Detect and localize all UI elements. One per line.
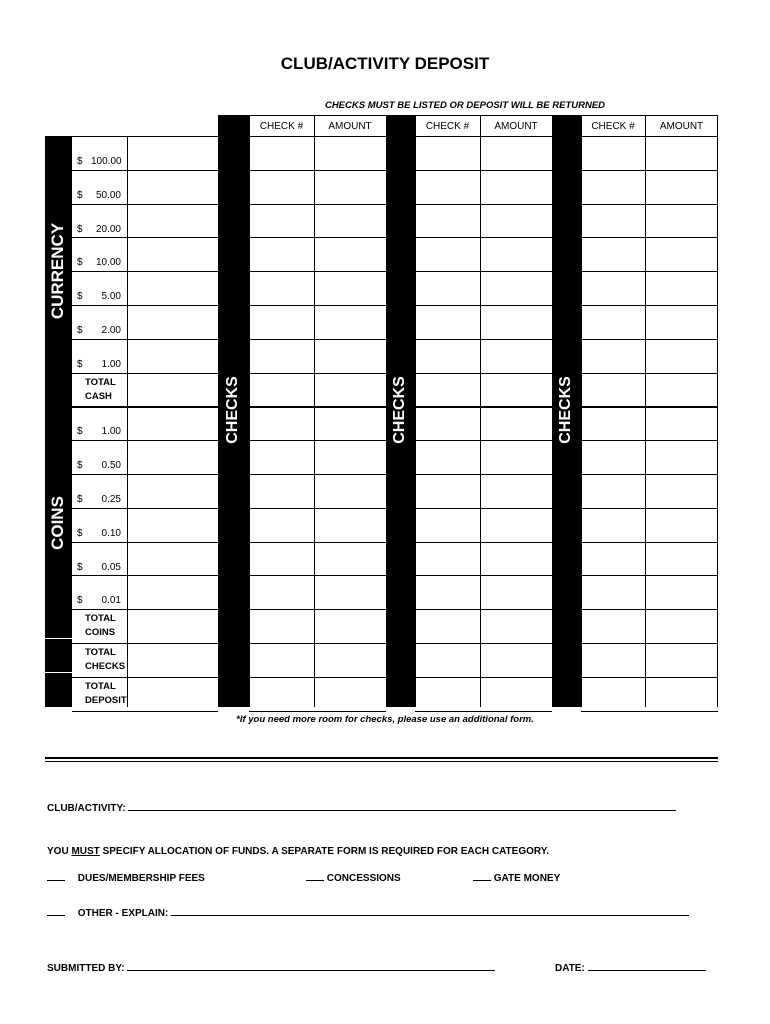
grid-row-line (581, 136, 718, 137)
grid-row-line (72, 406, 218, 408)
grid-row-line (72, 204, 218, 205)
grid-row-line (581, 643, 718, 644)
grid-row-line (415, 474, 552, 475)
grid-row-line (581, 440, 718, 441)
grid-row-line (249, 609, 386, 610)
dues-label: DUES/MEMBERSHIP FEES (77, 873, 205, 884)
grid-row-line (72, 677, 218, 678)
grid-row-line (415, 643, 552, 644)
club-activity-label: CLUB/ACTIVITY: (47, 803, 126, 814)
grid-row-line (249, 677, 386, 678)
grid-row-line (249, 643, 386, 644)
grid-row-line (581, 609, 718, 610)
coin-denomination: $ 0.05 (77, 562, 121, 573)
checks-bar-1 (218, 115, 249, 707)
concessions-option[interactable] (306, 870, 401, 884)
coin-denomination: $ 0.10 (77, 528, 121, 539)
grid-row-line (581, 170, 718, 171)
checks-footnote: *If you need more room for checks, please use an additional form. (236, 714, 534, 725)
grid-row-line (249, 474, 386, 475)
grid-row-line (415, 373, 552, 374)
total-deposit-label: TOTAL DEPOSIT (85, 681, 127, 706)
grid-row-line (249, 136, 386, 137)
total-checks-label: TOTAL CHECKS (85, 647, 126, 672)
section-divider (45, 761, 718, 762)
amount-header-2: AMOUNT (494, 121, 538, 132)
grid-row-line (249, 339, 386, 340)
grid-row-line (249, 271, 386, 272)
currency-denomination: $ 2.00 (77, 325, 121, 336)
date-label: DATE: (555, 963, 585, 974)
checks-label-1: CHECKS (224, 376, 241, 444)
club-activity-field[interactable] (47, 800, 676, 814)
grid-row-line (249, 575, 386, 576)
checks-label-3: CHECKS (557, 376, 574, 444)
grid-row-line (249, 373, 386, 374)
header-line (249, 115, 386, 116)
totals-bar (45, 640, 72, 707)
grid-col-line (645, 115, 646, 707)
coins-label: COINS (48, 496, 67, 550)
allocation-instruction: YOU MUST SPECIFY ALLOCATION OF FUNDS. A SEPARATE FORM IS REQUIRED FOR EACH CATEGORY. (47, 846, 550, 857)
grid-row-line (72, 711, 218, 712)
grid-row-line (72, 271, 218, 272)
submitted-by-field[interactable] (47, 960, 495, 974)
currency-denomination: $ 100.00 (77, 156, 122, 167)
grid-row-line (249, 508, 386, 509)
grid-row-line (415, 711, 552, 712)
grid-row-line (249, 305, 386, 306)
grid-row-line (72, 474, 218, 475)
grid-row-line (72, 508, 218, 509)
submitted-by-blank[interactable] (127, 960, 495, 971)
date-field[interactable] (555, 960, 706, 974)
coins-bar (45, 406, 72, 640)
grid-row-line (415, 204, 552, 205)
date-blank[interactable] (588, 960, 706, 971)
grid-row-line (581, 711, 718, 712)
grid-row-line (415, 440, 552, 441)
currency-denomination: $ 5.00 (77, 291, 121, 302)
grid-row-line (581, 575, 718, 576)
must-emphasis: MUST (71, 846, 100, 857)
grid-row-line (415, 575, 552, 576)
grid-row-line (72, 575, 218, 576)
grid-row-line (581, 508, 718, 509)
coin-denomination: $ 1.00 (77, 426, 121, 437)
grid-row-line (72, 440, 218, 441)
grid-row-line (72, 339, 218, 340)
total-cash-label: TOTAL CASH (85, 377, 116, 402)
grid-row-line (72, 542, 218, 543)
grid-row-line (415, 406, 552, 408)
total-coins-label: TOTAL COINS (85, 613, 116, 638)
grid-row-line (72, 609, 218, 610)
other-label: OTHER - EXPLAIN: (77, 908, 169, 919)
currency-bar (45, 136, 72, 406)
checks-notice: CHECKS MUST BE LISTED OR DEPOSIT WILL BE RETURNED (324, 100, 606, 111)
grid-row-line (415, 339, 552, 340)
grid-row-line (72, 373, 218, 374)
currency-denomination: $ 1.00 (77, 359, 121, 370)
coin-denomination: $ 0.01 (77, 595, 121, 606)
grid-row-line (581, 373, 718, 374)
checks-label-2: CHECKS (391, 376, 408, 444)
submitted-by-label: SUBMITTED BY: (47, 963, 125, 974)
grid-row-line (581, 339, 718, 340)
dues-option[interactable] (47, 870, 205, 884)
grid-row-line (415, 677, 552, 678)
club-activity-blank[interactable] (128, 800, 676, 811)
checks-bar-3 (552, 115, 581, 707)
grid-row-line (72, 237, 218, 238)
grid-row-line (415, 508, 552, 509)
currency-label: CURRENCY (48, 222, 67, 320)
grid-row-line (415, 542, 552, 543)
grid-row-line (72, 136, 218, 137)
grid-row-line (415, 271, 552, 272)
grid-row-line (581, 474, 718, 475)
divider (45, 638, 72, 639)
grid-row-line (581, 204, 718, 205)
currency-denomination: $ 50.00 (77, 190, 121, 201)
section-divider (45, 757, 718, 759)
header-line (581, 115, 718, 116)
grid-col-line (415, 115, 416, 707)
dues-checkline[interactable] (47, 870, 65, 881)
grid-row-line (72, 305, 218, 306)
grid-row-line (581, 677, 718, 678)
grid-row-line (249, 711, 386, 712)
amount-header-3: AMOUNT (659, 121, 704, 132)
grid-row-line (415, 609, 552, 610)
currency-denomination: $ 20.00 (77, 224, 121, 235)
coin-denomination: $ 0.50 (77, 460, 121, 471)
grid-row-line (581, 237, 718, 238)
grid-row-line (249, 237, 386, 238)
grid-row-line (72, 170, 218, 171)
other-explain-blank[interactable] (171, 905, 689, 916)
grid-row-line (415, 170, 552, 171)
grid-row-line (249, 440, 386, 441)
gate-money-checkline[interactable] (473, 870, 491, 881)
grid-row-line (72, 643, 218, 644)
page-title: CLUB/ACTIVITY DEPOSIT (280, 54, 490, 73)
grid-row-line (581, 542, 718, 543)
concessions-checkline[interactable] (306, 870, 324, 881)
concessions-label: CONCESSIONS (326, 873, 401, 884)
grid-row-line (415, 305, 552, 306)
currency-denomination: $ 10.00 (77, 257, 121, 268)
gate-money-label: GATE MONEY (493, 873, 561, 884)
grid-col-line (249, 115, 250, 707)
amount-header-1: AMOUNT (328, 121, 372, 132)
gate-money-option[interactable] (473, 870, 560, 884)
check-number-header-2: CHECK # (425, 121, 470, 132)
grid-row-line (249, 406, 386, 408)
checks-bar-2 (386, 115, 415, 707)
coin-denomination: $ 0.25 (77, 494, 121, 505)
grid-col-line (314, 115, 315, 707)
grid-row-line (581, 271, 718, 272)
divider (45, 672, 72, 673)
check-number-header-1: CHECK # (259, 121, 304, 132)
check-number-header-3: CHECK # (591, 121, 635, 132)
grid-row-line (249, 204, 386, 205)
grid-col-line (127, 136, 128, 707)
grid-row-line (581, 305, 718, 306)
grid-row-line (249, 542, 386, 543)
header-line (415, 115, 552, 116)
grid-row-line (249, 170, 386, 171)
grid-col-line (581, 115, 582, 707)
other-option[interactable] (47, 905, 689, 919)
grid-col-line (717, 115, 718, 707)
grid-col-line (480, 115, 481, 707)
other-checkline[interactable] (47, 905, 65, 916)
grid-row-line (581, 406, 718, 408)
grid-row-line (415, 237, 552, 238)
grid-row-line (415, 136, 552, 137)
